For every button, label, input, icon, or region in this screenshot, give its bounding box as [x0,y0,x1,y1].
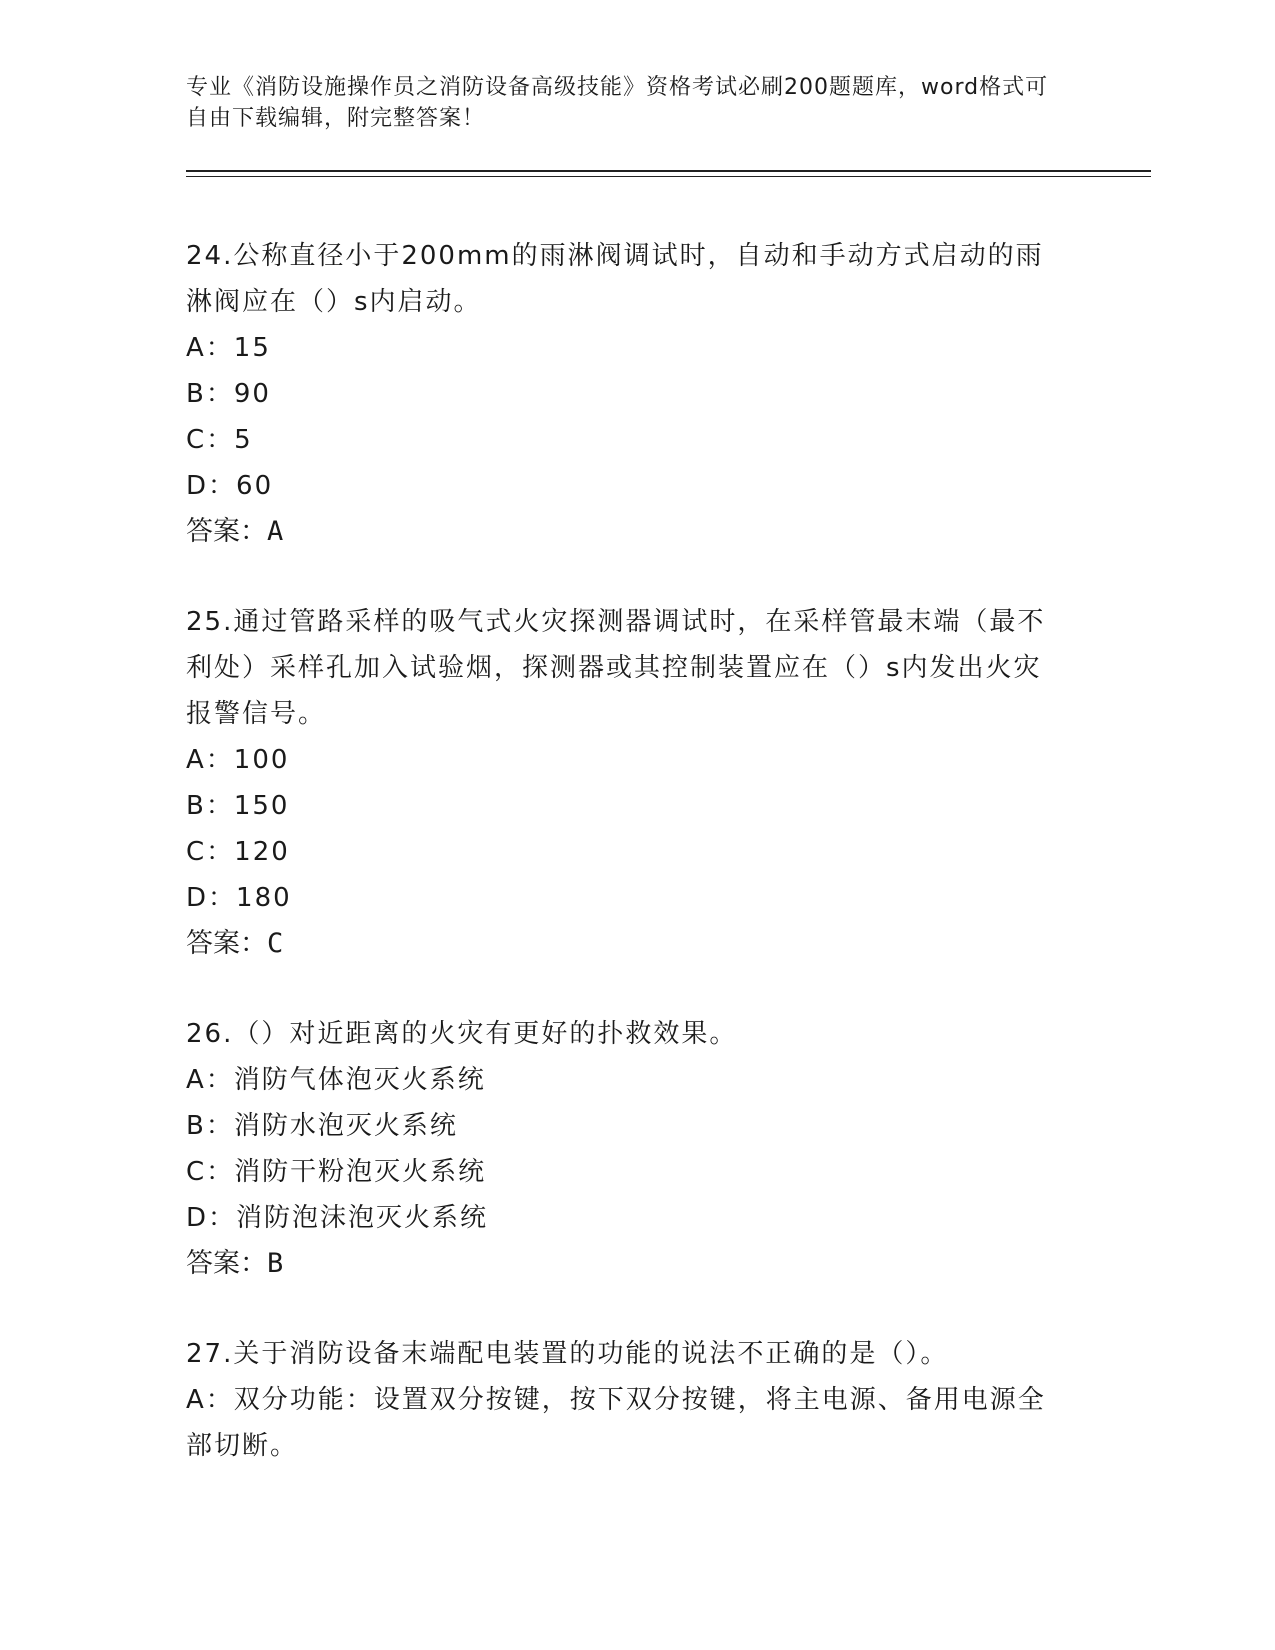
answer-line [186,1241,1146,1287]
question-stem: 27.关于消防设备末端配电装置的功能的说法不正确的是（）。 [186,1339,949,1369]
option-b: B：90 [186,379,271,409]
option-d: D：180 [186,883,292,913]
document-page [186,72,1146,1469]
answer-line [186,509,1146,555]
question-27 [186,1331,1146,1469]
answer-line [186,921,1146,967]
option-a: A：15 [186,333,271,363]
question-26 [186,1011,1146,1287]
option-b: B：消防水泡灭火系统 [186,1111,458,1141]
question-stem: 26.（）对近距离的火灾有更好的扑救效果。 [186,1019,738,1049]
option-a: A：消防气体泡灭火系统 [186,1065,486,1095]
header-divider [186,170,1151,177]
option-c: C：消防干粉泡灭火系统 [186,1157,487,1187]
answer-value: A [267,516,284,547]
answer-label: 答案： [186,516,267,547]
answer-value: B [267,1248,284,1279]
question-stem: 24.公称直径小于200mm的雨淋阀调试时，自动和手动方式启动的雨淋阀应在（）s内启动。 [186,241,1044,317]
option-b: B：150 [186,791,290,821]
option-c: C：120 [186,837,290,867]
question-24 [186,233,1146,555]
question-25 [186,599,1146,967]
option-a: A：双分功能：设置双分按键，按下双分按键，将主电源、备用电源全部切断。 [186,1385,1046,1461]
answer-label: 答案： [186,1248,267,1279]
answer-value: C [267,928,284,959]
document-header: 专业《消防设施操作员之消防设备高级技能》资格考试必刷200题题库，word格式可自由下载编辑，附完整答案！ [186,75,1049,131]
option-d: D：60 [186,471,274,501]
answer-label: 答案： [186,928,267,959]
question-stem: 25.通过管路采样的吸气式火灾探测器调试时，在采样管最末端（最不利处）采样孔加入试验烟，探测器或其控制装置应在（）s内发出火灾报警信号。 [186,607,1046,729]
option-d: D：消防泡沫泡灭火系统 [186,1203,489,1233]
option-c: C：5 [186,425,253,455]
option-a: A：100 [186,745,290,775]
